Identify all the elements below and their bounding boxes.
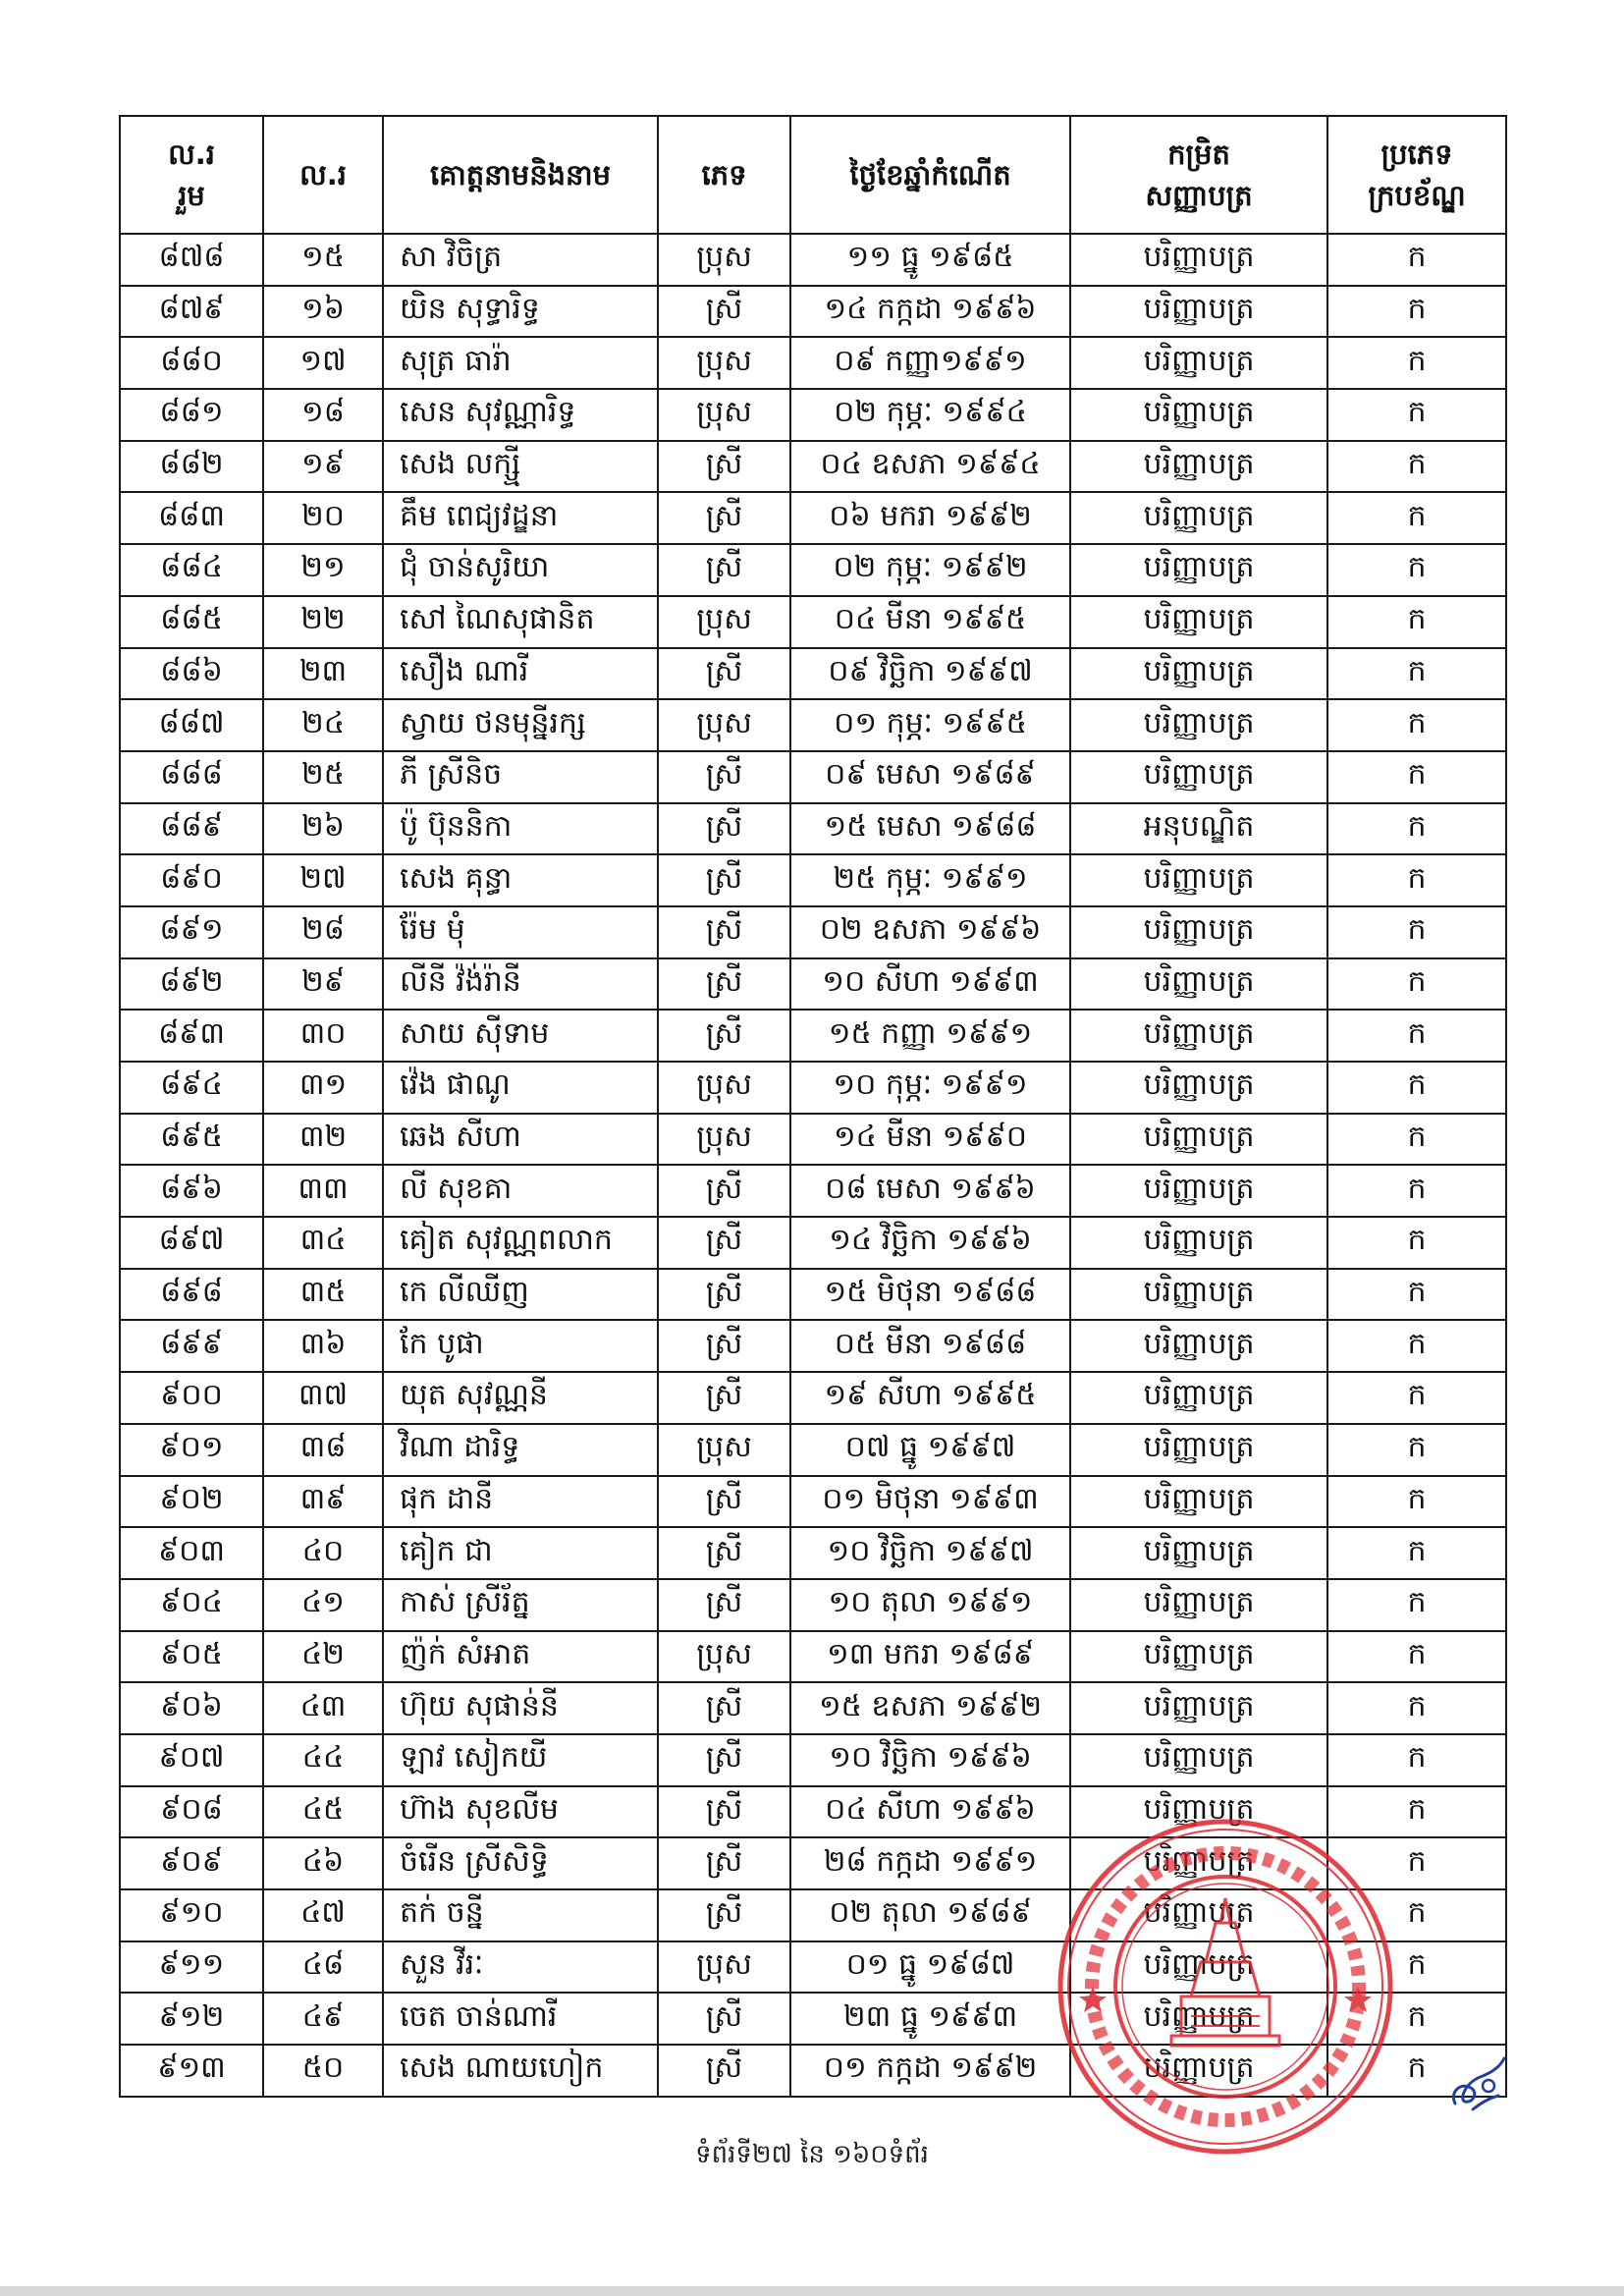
cell-cadre-category: ក	[1327, 1631, 1506, 1683]
cell-number: ៣១	[263, 1062, 383, 1114]
cell-total-number: ៩០៥	[120, 1631, 263, 1683]
cell-sex: ស្រី	[658, 1579, 790, 1631]
cell-number: ៤០	[263, 1527, 383, 1579]
cell-degree-level: បរិញ្ញាបត្រ	[1070, 1682, 1327, 1734]
cell-degree-level: បរិញ្ញាបត្រ	[1070, 1941, 1327, 1994]
cell-number: ១៨	[263, 389, 383, 441]
table-row	[120, 1631, 1506, 1683]
cell-full-name: ប៉ូ ប៊ុននិកា	[383, 803, 658, 855]
cell-date-of-birth: ១០ វិច្ឆិកា ១៩៩៦	[790, 1734, 1070, 1786]
cell-total-number: ៨៩១	[120, 906, 263, 958]
cell-sex: ស្រី	[658, 544, 790, 596]
cell-number: ៣៥	[263, 1269, 383, 1321]
table-row	[120, 234, 1506, 286]
cell-total-number: ៩០១	[120, 1424, 263, 1476]
cell-date-of-birth: ១៣ មករា ១៩៨៩	[790, 1631, 1070, 1683]
cell-degree-level: បរិញ្ញាបត្រ	[1070, 1320, 1327, 1372]
cell-full-name: សាយ ស៊ីទាម	[383, 1010, 658, 1062]
cell-degree-level: បរិញ្ញាបត្រ	[1070, 286, 1327, 338]
cell-full-name: ឆេង សីហា	[383, 1114, 658, 1166]
cell-total-number: ៩១៣	[120, 2045, 263, 2097]
cell-cadre-category: ក	[1327, 1217, 1506, 1269]
cell-sex: ស្រី	[658, 1527, 790, 1579]
cell-full-name: សេង គុន្ធា	[383, 854, 658, 906]
cell-full-name: គៀក ជា	[383, 1527, 658, 1579]
cell-full-name: សា វិចិត្រ	[383, 234, 658, 286]
cell-degree-level: បរិញ្ញាបត្រ	[1070, 1269, 1327, 1321]
cell-cadre-category: ក	[1327, 1372, 1506, 1424]
cell-number: ២១	[263, 544, 383, 596]
table-row	[120, 544, 1506, 596]
cell-number: ៤៤	[263, 1734, 383, 1786]
cell-full-name: សេង ណាយហៀក	[383, 2045, 658, 2097]
cell-number: ២៦	[263, 803, 383, 855]
cell-cadre-category: ក	[1327, 544, 1506, 596]
cell-sex: ស្រី	[658, 1476, 790, 1528]
cell-total-number: ៨៩៦	[120, 1165, 263, 1217]
cell-number: ១៩	[263, 441, 383, 493]
cell-date-of-birth: ០៥ មីនា ១៩៨៨	[790, 1320, 1070, 1372]
cell-cadre-category: ក	[1327, 1114, 1506, 1166]
cell-total-number: ៩០៩	[120, 1837, 263, 1889]
header-total-number: ល.រ រួម	[120, 116, 263, 234]
cell-cadre-category: ក	[1327, 1476, 1506, 1528]
cell-date-of-birth: ០៤ សីហា ១៩៩៦	[790, 1786, 1070, 1838]
cell-sex: ស្រី	[658, 1217, 790, 1269]
cell-total-number: ៨៨១	[120, 389, 263, 441]
cell-full-name: កែ បូផា	[383, 1320, 658, 1372]
cell-date-of-birth: ១៥ កញ្ញា ១៩៩១	[790, 1010, 1070, 1062]
cell-number: ១៧	[263, 337, 383, 389]
cell-total-number: ៨៩០	[120, 854, 263, 906]
cell-cadre-category: ក	[1327, 699, 1506, 751]
cell-full-name: តក់ ចន្នី	[383, 1889, 658, 1941]
table-row	[120, 1062, 1506, 1114]
cell-full-name: ហ៊ុយ សុផាន់នី	[383, 1682, 658, 1734]
cell-degree-level: បរិញ្ញាបត្រ	[1070, 699, 1327, 751]
cell-date-of-birth: ១៤ កក្កដា ១៩៩៦	[790, 286, 1070, 338]
cell-total-number: ៩០៦	[120, 1682, 263, 1734]
cell-cadre-category: ក	[1327, 1889, 1506, 1941]
cell-number: ៣៨	[263, 1424, 383, 1476]
cell-date-of-birth: ០១ កក្កដា ១៩៩២	[790, 2045, 1070, 2097]
cell-full-name: ចំរើន ស្រីសិទ្ធិ	[383, 1837, 658, 1889]
cell-date-of-birth: ០១ មិថុនា ១៩៩៣	[790, 1476, 1070, 1528]
cell-number: ៤១	[263, 1579, 383, 1631]
cell-date-of-birth: ២៨ កក្កដា ១៩៩១	[790, 1837, 1070, 1889]
cell-number: ៤២	[263, 1631, 383, 1683]
cell-cadre-category: ក	[1327, 1165, 1506, 1217]
cell-degree-level: បរិញ្ញាបត្រ	[1070, 1062, 1327, 1114]
cell-cadre-category: ក	[1327, 1837, 1506, 1889]
cell-full-name: ផុក ដានី	[383, 1476, 658, 1528]
table-row	[120, 803, 1506, 855]
cell-date-of-birth: ១៩ សីហា ១៩៩៥	[790, 1372, 1070, 1424]
cell-date-of-birth: ០៨ មេសា ១៩៩៦	[790, 1165, 1070, 1217]
cell-date-of-birth: ០២ កុម្ភៈ ១៩៩៤	[790, 389, 1070, 441]
cell-degree-level: បរិញ្ញាបត្រ	[1070, 958, 1327, 1011]
cell-cadre-category: ក	[1327, 492, 1506, 544]
cell-number: ២៣	[263, 648, 383, 700]
cell-degree-level: បរិញ្ញាបត្រ	[1070, 2045, 1327, 2097]
cell-sex: ស្រី	[658, 1010, 790, 1062]
cell-number: ១៦	[263, 286, 383, 338]
cell-degree-level: បរិញ្ញាបត្រ	[1070, 596, 1327, 648]
cell-total-number: ៨៧៨	[120, 234, 263, 286]
cell-degree-level: បរិញ្ញាបត្រ	[1070, 854, 1327, 906]
cell-full-name: ញ៉ក់ សំអាត	[383, 1631, 658, 1683]
cell-date-of-birth: ០១ កុម្ភៈ ១៩៩៥	[790, 699, 1070, 751]
cell-date-of-birth: ១៤ វិច្ឆិកា ១៩៩៦	[790, 1217, 1070, 1269]
cell-number: ៣៣	[263, 1165, 383, 1217]
cell-total-number: ៨៨៧	[120, 699, 263, 751]
cell-sex: ស្រី	[658, 492, 790, 544]
cell-date-of-birth: ១៤ មីនា ១៩៩០	[790, 1114, 1070, 1166]
header-full-name: គោត្តនាមនិងនាម	[383, 116, 658, 234]
cell-date-of-birth: ០១ ធ្នូ ១៩៨៧	[790, 1941, 1070, 1994]
cell-total-number: ៩០៤	[120, 1579, 263, 1631]
cell-sex: ស្រី	[658, 803, 790, 855]
cell-number: ៤៨	[263, 1941, 383, 1994]
cell-date-of-birth: ០២ កុម្ភៈ ១៩៩២	[790, 544, 1070, 596]
cell-number: ៤៦	[263, 1837, 383, 1889]
cell-cadre-category: ក	[1327, 1010, 1506, 1062]
table-row	[120, 1476, 1506, 1528]
official-seal-stamp	[1054, 1815, 1397, 2159]
cell-degree-level: បរិញ្ញាបត្រ	[1070, 1631, 1327, 1683]
cell-date-of-birth: ០២ តុលា ១៩៨៩	[790, 1889, 1070, 1941]
cell-sex: ស្រី	[658, 1320, 790, 1372]
cell-date-of-birth: ១៥ ឧសភា ១៩៩២	[790, 1682, 1070, 1734]
cell-total-number: ៨៨៩	[120, 803, 263, 855]
cell-number: ២៤	[263, 699, 383, 751]
cell-degree-level: បរិញ្ញាបត្រ	[1070, 1993, 1327, 2045]
cell-total-number: ៨៩៩	[120, 1320, 263, 1372]
cell-cadre-category: ក	[1327, 1424, 1506, 1476]
cell-cadre-category: ក	[1327, 1269, 1506, 1321]
cell-cadre-category: ក	[1327, 906, 1506, 958]
table-row	[120, 1010, 1506, 1062]
cell-degree-level: បរិញ្ញាបត្រ	[1070, 1579, 1327, 1631]
table-row	[120, 337, 1506, 389]
cell-full-name: វ៉េង ផាណូ	[383, 1062, 658, 1114]
cell-degree-level: បរិញ្ញាបត្រ	[1070, 441, 1327, 493]
cell-number: ២៧	[263, 854, 383, 906]
table-row	[120, 389, 1506, 441]
cell-total-number: ៨៨២	[120, 441, 263, 493]
table-row	[120, 492, 1506, 544]
table-row	[120, 1424, 1506, 1476]
cell-cadre-category: ក	[1327, 2045, 1506, 2097]
cell-sex: ស្រី	[658, 1269, 790, 1321]
table-row	[120, 699, 1506, 751]
cell-sex: ស្រី	[658, 906, 790, 958]
cell-full-name: យិន សុទ្ធារិទ្ធ	[383, 286, 658, 338]
cell-total-number: ៨៨៦	[120, 648, 263, 700]
cell-cadre-category: ក	[1327, 1682, 1506, 1734]
cell-sex: ប្រុស	[658, 389, 790, 441]
cell-date-of-birth: ១៥ មិថុនា ១៩៨៨	[790, 1269, 1070, 1321]
cell-date-of-birth: ០៦ មករា ១៩៩២	[790, 492, 1070, 544]
table-row	[120, 1165, 1506, 1217]
cell-cadre-category: ក	[1327, 234, 1506, 286]
cell-total-number: ៨៨៨	[120, 751, 263, 803]
cell-degree-level: បរិញ្ញាបត្រ	[1070, 337, 1327, 389]
cell-total-number: ៨៩៨	[120, 1269, 263, 1321]
cell-number: ៣០	[263, 1010, 383, 1062]
table-row	[120, 648, 1506, 700]
cell-number: ២០	[263, 492, 383, 544]
cell-number: ៣៦	[263, 1320, 383, 1372]
table-row	[120, 1579, 1506, 1631]
header-row	[120, 116, 1506, 234]
cell-cadre-category: ក	[1327, 1062, 1506, 1114]
header-sex: ភេទ	[658, 116, 790, 234]
cell-date-of-birth: ០៤ ឧសភា ១៩៩៤	[790, 441, 1070, 493]
cell-degree-level: បរិញ្ញាបត្រ	[1070, 751, 1327, 803]
cell-number: ២៥	[263, 751, 383, 803]
cell-sex: ប្រុស	[658, 1424, 790, 1476]
cell-total-number: ៩១០	[120, 1889, 263, 1941]
cell-number: ២២	[263, 596, 383, 648]
header-cadre-category: ប្រភេទ ក្របខ័ណ្ឌ	[1327, 116, 1506, 234]
cell-sex: ស្រី	[658, 1165, 790, 1217]
cell-full-name: ចេត ចាន់ណារី	[383, 1993, 658, 2045]
cell-degree-level: បរិញ្ញាបត្រ	[1070, 1165, 1327, 1217]
cell-number: ៥០	[263, 2045, 383, 2097]
table-row	[120, 1372, 1506, 1424]
table-row	[120, 1320, 1506, 1372]
cell-degree-level: បរិញ្ញាបត្រ	[1070, 1424, 1327, 1476]
cell-full-name: ជុំ ចាន់សូរិយា	[383, 544, 658, 596]
cell-degree-level: បរិញ្ញាបត្រ	[1070, 1837, 1327, 1889]
cell-full-name: លីនី វ៉ង់រ៉ានី	[383, 958, 658, 1011]
cell-total-number: ៩០៣	[120, 1527, 263, 1579]
cell-date-of-birth: ០៧ ធ្នូ ១៩៩៧	[790, 1424, 1070, 1476]
cell-number: ៤៩	[263, 1993, 383, 2045]
cell-full-name: គឹម ពេជ្យវដ្ឌនា	[383, 492, 658, 544]
cell-number: ១៥	[263, 234, 383, 286]
cell-total-number: ៨៨០	[120, 337, 263, 389]
cell-full-name: គៀត សុវណ្ណពលាក	[383, 1217, 658, 1269]
table-row	[120, 1682, 1506, 1734]
table-row	[120, 596, 1506, 648]
cell-number: ២៩	[263, 958, 383, 1011]
cell-sex: ស្រី	[658, 2045, 790, 2097]
cell-sex: ស្រី	[658, 1786, 790, 1838]
cell-full-name: លី សុខគា	[383, 1165, 658, 1217]
table-row	[120, 751, 1506, 803]
cell-total-number: ៨៨៣	[120, 492, 263, 544]
cell-degree-level: បរិញ្ញាបត្រ	[1070, 1734, 1327, 1786]
table-row	[120, 1269, 1506, 1321]
cell-degree-level: បរិញ្ញាបត្រ	[1070, 1217, 1327, 1269]
cell-total-number: ៨៩២	[120, 958, 263, 1011]
cell-date-of-birth: ២៣ ធ្នូ ១៩៩៣	[790, 1993, 1070, 2045]
cell-total-number: ៩១១	[120, 1941, 263, 1994]
cell-date-of-birth: ០៩ កញ្ញា១៩៩១	[790, 337, 1070, 389]
cell-date-of-birth: ០៩ វិច្ឆិកា ១៩៩៧	[790, 648, 1070, 700]
cell-sex: ស្រី	[658, 648, 790, 700]
cell-number: ២៨	[263, 906, 383, 958]
cell-sex: ស្រី	[658, 1734, 790, 1786]
cell-cadre-category: ក	[1327, 1527, 1506, 1579]
cell-total-number: ៨៩៣	[120, 1010, 263, 1062]
cell-date-of-birth: ១០ សីហា ១៩៩៣	[790, 958, 1070, 1011]
cell-number: ៤៣	[263, 1682, 383, 1734]
cell-cadre-category: ក	[1327, 1734, 1506, 1786]
cell-cadre-category: ក	[1327, 1993, 1506, 2045]
table-row	[120, 1527, 1506, 1579]
cell-sex: ស្រី	[658, 854, 790, 906]
cell-number: ៣៩	[263, 1476, 383, 1528]
cell-full-name: សុត្រ ធារ៉ា	[383, 337, 658, 389]
cell-degree-level: បរិញ្ញាបត្រ	[1070, 648, 1327, 700]
cell-degree-level: អនុបណ្ឌិត	[1070, 803, 1327, 855]
cell-full-name: ភី ស្រីនិច	[383, 751, 658, 803]
cell-full-name: ឡាវ សៀកយី	[383, 1734, 658, 1786]
cell-full-name: យុត សុវណ្ណនី	[383, 1372, 658, 1424]
cell-sex: ស្រី	[658, 1837, 790, 1889]
cell-degree-level: បរិញ្ញាបត្រ	[1070, 1010, 1327, 1062]
table-row	[120, 286, 1506, 338]
cell-sex: ប្រុស	[658, 1941, 790, 1994]
cell-sex: ប្រុស	[658, 1114, 790, 1166]
cell-cadre-category: ក	[1327, 1579, 1506, 1631]
cell-sex: ស្រី	[658, 1993, 790, 2045]
cell-degree-level: បរិញ្ញាបត្រ	[1070, 544, 1327, 596]
cell-date-of-birth: ១១ ធ្នូ ១៩៨៥	[790, 234, 1070, 286]
cell-total-number: ៨៩៥	[120, 1114, 263, 1166]
cell-date-of-birth: ០២ ឧសភា ១៩៩៦	[790, 906, 1070, 958]
cell-full-name: ស្វាយ ថនមុន្នីរក្ស	[383, 699, 658, 751]
page-number-footer: ទំព័រទី២៧ នៃ ១៦០ទំព័រ	[695, 2140, 929, 2169]
cell-date-of-birth: ០៩ មេសា ១៩៨៩	[790, 751, 1070, 803]
cell-full-name: សៅ ណៃសុផានិត	[383, 596, 658, 648]
cell-number: ៤៥	[263, 1786, 383, 1838]
cell-cadre-category: ក	[1327, 1941, 1506, 1994]
cell-full-name: សឿង ណារី	[383, 648, 658, 700]
cell-sex: ស្រី	[658, 751, 790, 803]
cell-total-number: ៩០០	[120, 1372, 263, 1424]
cell-total-number: ៨៩៧	[120, 1217, 263, 1269]
cell-sex: ស្រី	[658, 286, 790, 338]
scan-bottom-edge	[0, 2286, 1624, 2296]
cell-full-name: ហ៊ាង សុខលីម	[383, 1786, 658, 1838]
cell-total-number: ៩០៧	[120, 1734, 263, 1786]
cell-degree-level: បរិញ្ញាបត្រ	[1070, 1527, 1327, 1579]
cell-degree-level: បរិញ្ញាបត្រ	[1070, 1889, 1327, 1941]
cell-cadre-category: ក	[1327, 441, 1506, 493]
cell-cadre-category: ក	[1327, 803, 1506, 855]
cell-sex: ប្រុស	[658, 337, 790, 389]
header-date-of-birth: ថ្ងៃខែឆ្នាំកំណើត	[790, 116, 1070, 234]
cell-sex: ប្រុស	[658, 1062, 790, 1114]
cell-cadre-category: ក	[1327, 958, 1506, 1011]
cell-total-number: ៨៩៤	[120, 1062, 263, 1114]
cell-total-number: ៩០៨	[120, 1786, 263, 1838]
table-header	[120, 116, 1506, 234]
table-row	[120, 1217, 1506, 1269]
table-row	[120, 906, 1506, 958]
cell-sex: ប្រុស	[658, 596, 790, 648]
cell-number: ៣២	[263, 1114, 383, 1166]
cell-sex: ប្រុស	[658, 699, 790, 751]
cell-date-of-birth: ១៥ មេសា ១៩៨៨	[790, 803, 1070, 855]
cell-total-number: ៨៨៤	[120, 544, 263, 596]
cell-sex: ស្រី	[658, 1372, 790, 1424]
cell-cadre-category: ក	[1327, 1786, 1506, 1838]
cell-date-of-birth: ០៤ មីនា ១៩៩៥	[790, 596, 1070, 648]
cell-number: ៣៤	[263, 1217, 383, 1269]
cell-full-name: សួន វីរៈ	[383, 1941, 658, 1994]
cell-degree-level: បរិញ្ញាបត្រ	[1070, 1114, 1327, 1166]
cell-degree-level: បរិញ្ញាបត្រ	[1070, 389, 1327, 441]
table-row	[120, 854, 1506, 906]
cell-full-name: កេ លីឈីញ	[383, 1269, 658, 1321]
header-number: ល.រ	[263, 116, 383, 234]
cell-cadre-category: ក	[1327, 337, 1506, 389]
cell-cadre-category: ក	[1327, 648, 1506, 700]
cell-date-of-birth: ១០ តុលា ១៩៩១	[790, 1579, 1070, 1631]
cell-total-number: ៨៨៥	[120, 596, 263, 648]
header-degree-level: កម្រិត សញ្ញាបត្រ	[1070, 116, 1327, 234]
cell-sex: ស្រី	[658, 1682, 790, 1734]
staff-roster-table	[119, 115, 1507, 2098]
cell-degree-level: បរិញ្ញាបត្រ	[1070, 234, 1327, 286]
cell-degree-level: បរិញ្ញាបត្រ	[1070, 1786, 1327, 1838]
cell-cadre-category: ក	[1327, 389, 1506, 441]
cell-degree-level: បរិញ្ញាបត្រ	[1070, 492, 1327, 544]
table-row	[120, 1734, 1506, 1786]
cell-full-name: សេន សុវណ្ណារិទ្ធ	[383, 389, 658, 441]
cell-full-name: សេង លក្ស្មី	[383, 441, 658, 493]
signature-mark	[1443, 2052, 1512, 2121]
cell-sex: ស្រី	[658, 958, 790, 1011]
table-row	[120, 441, 1506, 493]
cell-cadre-category: ក	[1327, 854, 1506, 906]
cell-total-number: ៨៧៩	[120, 286, 263, 338]
table-row	[120, 958, 1506, 1011]
cell-date-of-birth: ១០ វិច្ឆិកា ១៩៩៧	[790, 1527, 1070, 1579]
cell-cadre-category: ក	[1327, 751, 1506, 803]
cell-degree-level: បរិញ្ញាបត្រ	[1070, 1476, 1327, 1528]
cell-full-name: វិណា ដារិទ្ធ	[383, 1424, 658, 1476]
cell-cadre-category: ក	[1327, 1320, 1506, 1372]
cell-degree-level: បរិញ្ញាបត្រ	[1070, 1372, 1327, 1424]
cell-full-name: កាស់ ស្រីរ័ត្ន	[383, 1579, 658, 1631]
cell-degree-level: បរិញ្ញាបត្រ	[1070, 906, 1327, 958]
cell-date-of-birth: ២៥ កុម្ភៈ ១៩៩១	[790, 854, 1070, 906]
cell-total-number: ៩១២	[120, 1993, 263, 2045]
cell-sex: ស្រី	[658, 441, 790, 493]
cell-number: ៤៧	[263, 1889, 383, 1941]
cell-cadre-category: ក	[1327, 596, 1506, 648]
cell-cadre-category: ក	[1327, 286, 1506, 338]
cell-sex: ប្រុស	[658, 234, 790, 286]
cell-sex: ស្រី	[658, 1889, 790, 1941]
cell-full-name: រ៉ែម មុំ	[383, 906, 658, 958]
table-row	[120, 1114, 1506, 1166]
cell-date-of-birth: ១០ កុម្ភៈ ១៩៩១	[790, 1062, 1070, 1114]
cell-number: ៣៧	[263, 1372, 383, 1424]
cell-total-number: ៩០២	[120, 1476, 263, 1528]
cell-sex: ប្រុស	[658, 1631, 790, 1683]
